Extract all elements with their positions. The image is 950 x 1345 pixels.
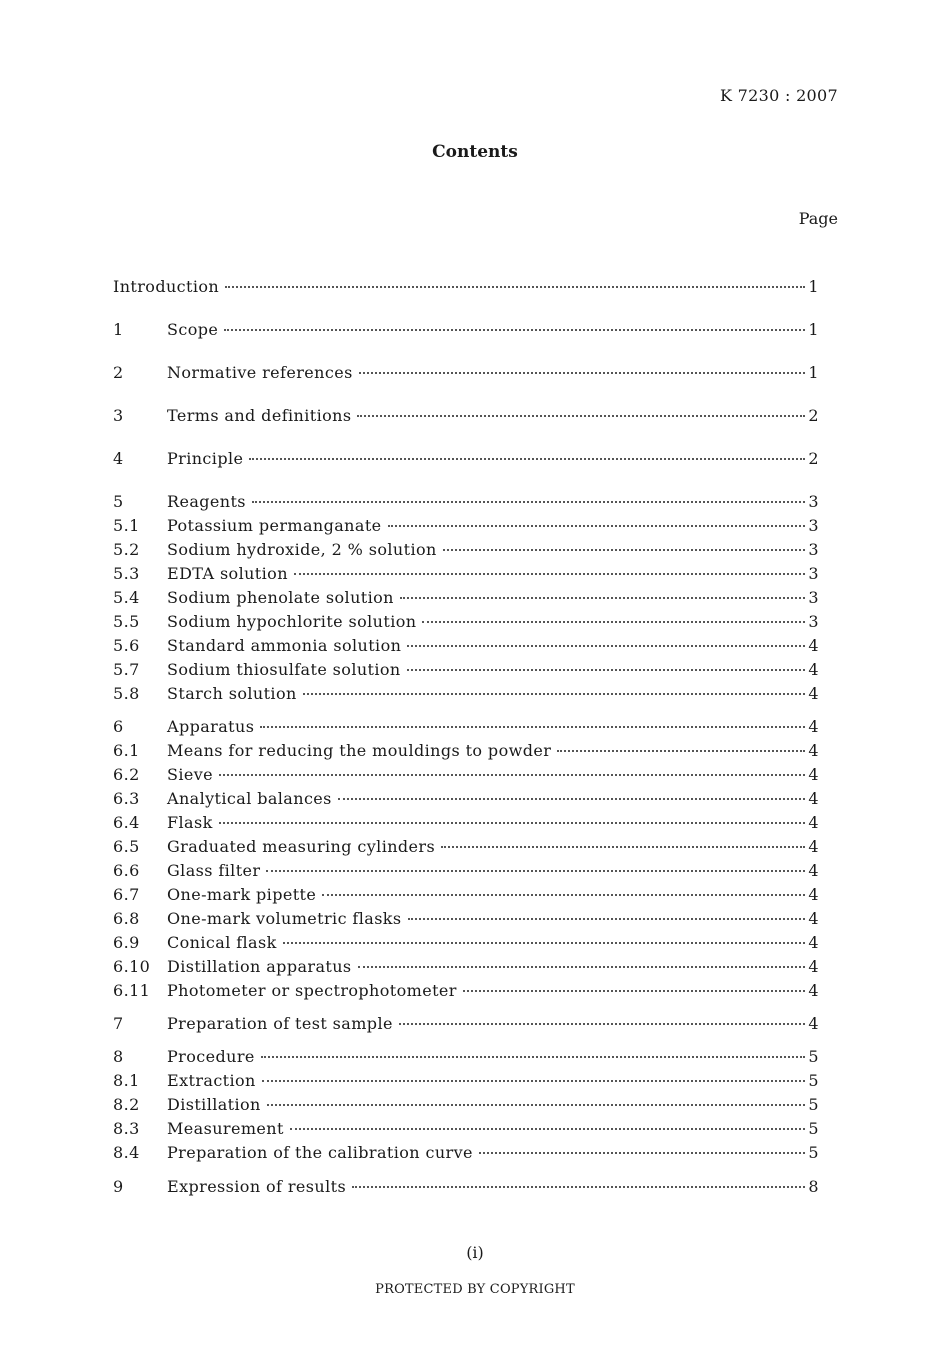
toc-entry[interactable]	[113, 932, 819, 954]
toc-entry-label: Distillation	[167, 1095, 261, 1114]
toc-entry-number: 8.2	[113, 1095, 140, 1114]
toc-entry[interactable]	[113, 362, 819, 384]
toc-leader	[338, 797, 806, 800]
toc-entry-page: 3	[808, 516, 819, 535]
toc-entry-label: Sieve	[167, 765, 214, 784]
toc-entry-page: 4	[808, 933, 819, 952]
toc-entry-label: Graduated measuring cylinders	[167, 837, 436, 856]
toc-entry-page: 3	[808, 612, 819, 631]
toc-entry-number: 4	[113, 449, 124, 468]
toc-leader	[479, 1151, 805, 1154]
toc-entry[interactable]	[113, 764, 819, 786]
toc-entry-page: 4	[808, 813, 819, 832]
toc-entry[interactable]	[113, 683, 819, 705]
toc-leader	[252, 500, 805, 503]
toc-entry-number: 6.9	[113, 933, 140, 952]
toc-entry-number: 5.4	[113, 588, 140, 607]
toc-entry[interactable]	[113, 659, 819, 681]
toc-entry[interactable]	[113, 1070, 819, 1092]
toc-entry-number: 6.6	[113, 861, 140, 880]
toc-entry-label: Sodium hypochlorite solution	[167, 612, 417, 631]
toc-entry-label: Means for reducing the mouldings to powder	[167, 741, 552, 760]
toc-entry-page: 4	[808, 684, 819, 703]
toc-entry-number: 6.4	[113, 813, 140, 832]
toc-leader	[352, 1185, 805, 1188]
toc-entry-number: 2	[113, 363, 124, 382]
toc-entry-page: 4	[808, 789, 819, 808]
toc-entry-label: Distillation apparatus	[167, 957, 352, 976]
toc-leader	[357, 414, 805, 417]
toc-leader	[219, 821, 806, 824]
toc-entry[interactable]	[113, 405, 819, 427]
toc-entry[interactable]	[113, 1142, 819, 1164]
toc-entry-page: 4	[808, 957, 819, 976]
toc-leader	[283, 941, 806, 944]
toc-leader	[443, 548, 806, 551]
toc-leader	[359, 371, 806, 374]
toc-entry-page: 1	[808, 277, 819, 296]
toc-entry[interactable]	[113, 1094, 819, 1116]
toc-entry[interactable]	[113, 956, 819, 978]
toc-entry[interactable]	[113, 980, 819, 1002]
toc-entry-page: 1	[808, 320, 819, 339]
toc-entry-number: 5.6	[113, 636, 140, 655]
toc-entry-number: 9	[113, 1177, 124, 1196]
toc-entry-number: 5.8	[113, 684, 140, 703]
toc-entry-page: 4	[808, 717, 819, 736]
toc-entry[interactable]	[113, 860, 819, 882]
toc-leader	[260, 725, 805, 728]
toc-entry-label: Sodium hydroxide, 2 % solution	[167, 540, 437, 559]
toc-leader	[224, 328, 805, 331]
toc-leader	[422, 620, 805, 623]
toc-entry[interactable]	[113, 276, 819, 298]
toc-entry-page: 3	[808, 540, 819, 559]
toc-entry-page: 4	[808, 636, 819, 655]
toc-entry-page: 4	[808, 909, 819, 928]
toc-entry-label: Sodium thiosulfate solution	[167, 660, 401, 679]
toc-entry-page: 3	[808, 492, 819, 511]
toc-entry-label: Measurement	[167, 1119, 284, 1138]
toc-leader	[441, 845, 805, 848]
toc-entry-page: 5	[808, 1095, 819, 1114]
toc-entry-number: 5.7	[113, 660, 140, 679]
toc-entry[interactable]	[113, 563, 819, 585]
toc-leader	[358, 965, 806, 968]
toc-entry-label: Conical flask	[167, 933, 277, 952]
toc-entry[interactable]	[113, 1176, 819, 1198]
toc-entry[interactable]	[113, 1013, 819, 1035]
toc-entry[interactable]	[113, 587, 819, 609]
footer-page-number: (i)	[466, 1243, 484, 1262]
toc-entry-label: Analytical balances	[167, 789, 332, 808]
toc-leader	[408, 917, 806, 920]
toc-entry-number: 6.5	[113, 837, 140, 856]
toc-leader	[266, 869, 805, 872]
toc-entry-label: Expression of results	[167, 1177, 347, 1196]
toc-entry-number: 6.2	[113, 765, 140, 784]
toc-entry-number: 1	[113, 320, 124, 339]
toc-entry-label: Procedure	[167, 1047, 255, 1066]
toc-entry-number: 5	[113, 492, 124, 511]
toc-entry[interactable]	[113, 515, 819, 537]
toc-leader	[290, 1127, 806, 1130]
toc-entry-number: 7	[113, 1014, 124, 1033]
toc-entry-label: Apparatus	[167, 717, 255, 736]
copyright-notice: PROTECTED BY COPYRIGHT	[375, 1282, 575, 1297]
toc-entry-number: 5.2	[113, 540, 140, 559]
page-column-label: Page	[798, 209, 838, 228]
toc-entry-number: 6.3	[113, 789, 140, 808]
toc-entry-number: 3	[113, 406, 124, 425]
toc-entry-page: 8	[808, 1177, 819, 1196]
toc-leader	[249, 457, 805, 460]
toc-entry[interactable]	[113, 716, 819, 738]
toc-entry[interactable]	[113, 611, 819, 633]
toc-entry-label: Terms and definitions	[167, 406, 352, 425]
toc-entry-page: 4	[808, 660, 819, 679]
toc-entry[interactable]	[113, 319, 819, 341]
toc-entry-page: 4	[808, 1014, 819, 1033]
toc-entry[interactable]	[113, 788, 819, 810]
toc-entry-number: 8	[113, 1047, 124, 1066]
toc-entry-number: 6	[113, 717, 124, 736]
toc-entry-number: 8.4	[113, 1143, 140, 1162]
toc-entry[interactable]	[113, 448, 819, 470]
toc-entry[interactable]	[113, 539, 819, 561]
toc-entry-page: 1	[808, 363, 819, 382]
toc-entry-number: 8.1	[113, 1071, 140, 1090]
toc-entry-label: Extraction	[167, 1071, 256, 1090]
toc-leader	[463, 989, 806, 992]
toc-entry-page: 5	[808, 1047, 819, 1066]
toc-entry[interactable]	[113, 812, 819, 834]
toc-entry-number: 6.11	[113, 981, 151, 1000]
toc-entry-number: 5.3	[113, 564, 140, 583]
toc-entry-page: 4	[808, 837, 819, 856]
toc-entry-label: Glass filter	[167, 861, 261, 880]
toc-entry-number: 6.7	[113, 885, 140, 904]
toc-leader	[399, 1022, 806, 1025]
toc-entry-label: Sodium phenolate solution	[167, 588, 394, 607]
toc-entry[interactable]	[113, 491, 819, 513]
toc-leader	[267, 1103, 806, 1106]
toc-entry-label: Principle	[167, 449, 244, 468]
toc-leader	[400, 596, 806, 599]
toc-entry-label: Photometer or spectrophotometer	[167, 981, 457, 1000]
toc-entry-page: 5	[808, 1143, 819, 1162]
toc-entry-label: Preparation of the calibration curve	[167, 1143, 473, 1162]
toc-entry-number: 8.3	[113, 1119, 140, 1138]
toc-entry[interactable]	[113, 1046, 819, 1068]
toc-leader	[303, 692, 806, 695]
toc-entry-page: 5	[808, 1071, 819, 1090]
toc-entry-page: 2	[808, 449, 819, 468]
toc-entry-page: 3	[808, 588, 819, 607]
toc-entry[interactable]	[113, 1118, 819, 1140]
toc-entry-label: Preparation of test sample	[167, 1014, 393, 1033]
toc-entry[interactable]	[113, 908, 819, 930]
toc-entry[interactable]	[113, 884, 819, 906]
toc-entry-page: 5	[808, 1119, 819, 1138]
toc-entry-label: Normative references	[167, 363, 353, 382]
toc-leader	[407, 644, 805, 647]
toc-leader	[294, 572, 806, 575]
toc-entry-label: Starch solution	[167, 684, 297, 703]
toc-entry-number: 6.8	[113, 909, 140, 928]
toc-entry-page: 2	[808, 406, 819, 425]
toc-entry-number: 5.1	[113, 516, 140, 535]
toc-entry-number: 6.10	[113, 957, 151, 976]
toc-entry[interactable]	[113, 836, 819, 858]
toc-entry-label: One-mark volumetric flasks	[167, 909, 402, 928]
toc-entry-label: Scope	[167, 320, 219, 339]
toc-entry-label: Reagents	[167, 492, 246, 511]
toc-entry-label: EDTA solution	[167, 564, 288, 583]
toc-leader	[261, 1055, 806, 1058]
toc-entry-number: 6.1	[113, 741, 140, 760]
toc-entry-label: Potassium permanganate	[167, 516, 382, 535]
toc-entry-page: 3	[808, 564, 819, 583]
toc-leader	[557, 749, 805, 752]
toc-entry-page: 4	[808, 981, 819, 1000]
toc-leader	[322, 893, 805, 896]
toc-entry[interactable]	[113, 635, 819, 657]
page-title: Contents	[432, 142, 518, 162]
toc-entry-label: Flask	[167, 813, 213, 832]
toc-leader	[388, 524, 806, 527]
toc-entry-label: Introduction	[113, 277, 220, 296]
document-code: K 7230 : 2007	[720, 86, 838, 105]
toc-entry-page: 4	[808, 861, 819, 880]
toc-entry-page: 4	[808, 765, 819, 784]
toc-entry-label: One-mark pipette	[167, 885, 317, 904]
toc-leader	[407, 668, 806, 671]
toc-entry-page: 4	[808, 885, 819, 904]
toc-entry[interactable]	[113, 740, 819, 762]
toc-leader	[262, 1079, 806, 1082]
toc-entry-label: Standard ammonia solution	[167, 636, 402, 655]
toc-entry-number: 5.5	[113, 612, 140, 631]
toc-leader	[219, 773, 805, 776]
toc-entry-page: 4	[808, 741, 819, 760]
toc-leader	[225, 285, 805, 288]
